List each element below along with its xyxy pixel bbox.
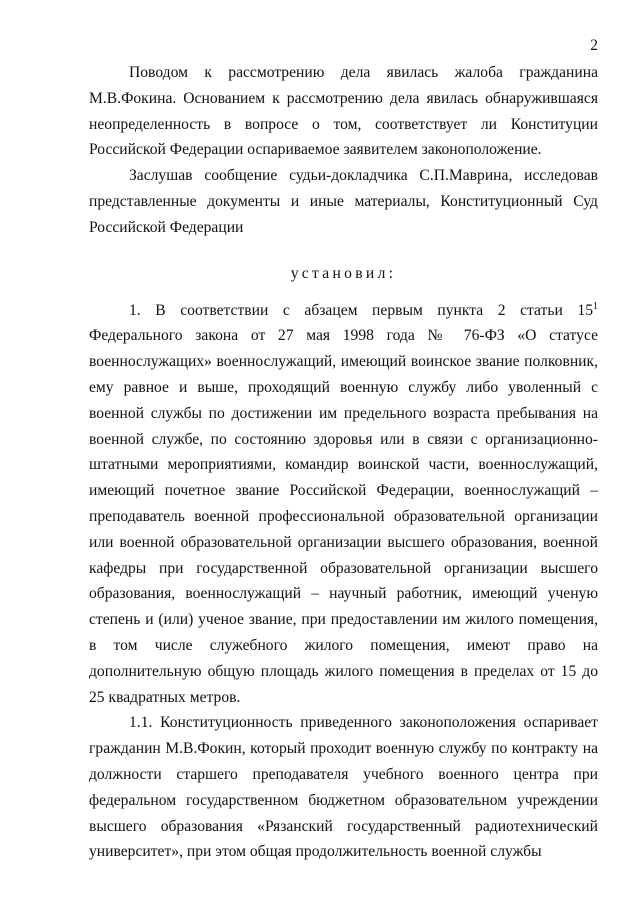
article-superscript: 1 <box>593 300 598 312</box>
section-heading-established: установил: <box>290 264 397 282</box>
paragraph-article-provision-rest: Федерального закона от 27 мая 1998 года № 76-ФЗ «О статусе военнослужащих» военнослужащий, имеющий воинское звание полковник, ему равное и выше, проходящий военную службу либо уволенный с военной службы по достижении им предельного возраста пребывания на военной службе, по состоянию здоровья или в связи с организационно-штатными мероприятиями, командир воинской части, военнослужащий, имеющий почетное звание Российской Федерации, военнослужащий – преподаватель военной профессиональной образовательной организации или военной образовательной организации высшего образования, военной кафедры при государственной образовательной организации высшего образования, военнослужащий – научный работник, имеющий ученую степень и (или) ученое звание, при предоставлении им жилого помещения, в том числе служебного жилого помещения, имеют право на дополнительную общую площадь жилого помещения в пределах от 15 до 25 квадратных метров. <box>89 327 598 706</box>
paragraph-article-provision-start: 1. В соответствии с абзацем первым пункта 2 статьи 15 <box>129 301 593 319</box>
paragraph-hearing: Заслушав сообщение судьи-докладчика С.П.Маврина, исследовав представленные документы и иные материалы, Конституционный Суд Российской Федерации <box>89 167 598 236</box>
document-body <box>89 60 598 865</box>
paragraph-article-provision <box>89 298 598 711</box>
paragraph-constitutionality: 1.1. Конституционность приведенного законоположения оспаривает гражданин М.В.Фокин, который проходит военную службу по контракту на должности старшего преподавателя учебного военного центра при федеральном государственном бюджетном образовательном учреждении высшего образования «Рязанский государственный радиотехнический университет», при этом общая продолжительность военной службы <box>89 714 598 861</box>
page-number: 2 <box>590 37 598 54</box>
paragraph-complaint: Поводом к рассмотрению дела явилась жалоба гражданина М.В.Фокина. Основанием к рассмотрению дела явилась обнаружившаяся неопределенность в вопросе о том, соответствует ли Конституции Российской Федерации оспариваемое заявителем законоположение. <box>89 64 598 159</box>
